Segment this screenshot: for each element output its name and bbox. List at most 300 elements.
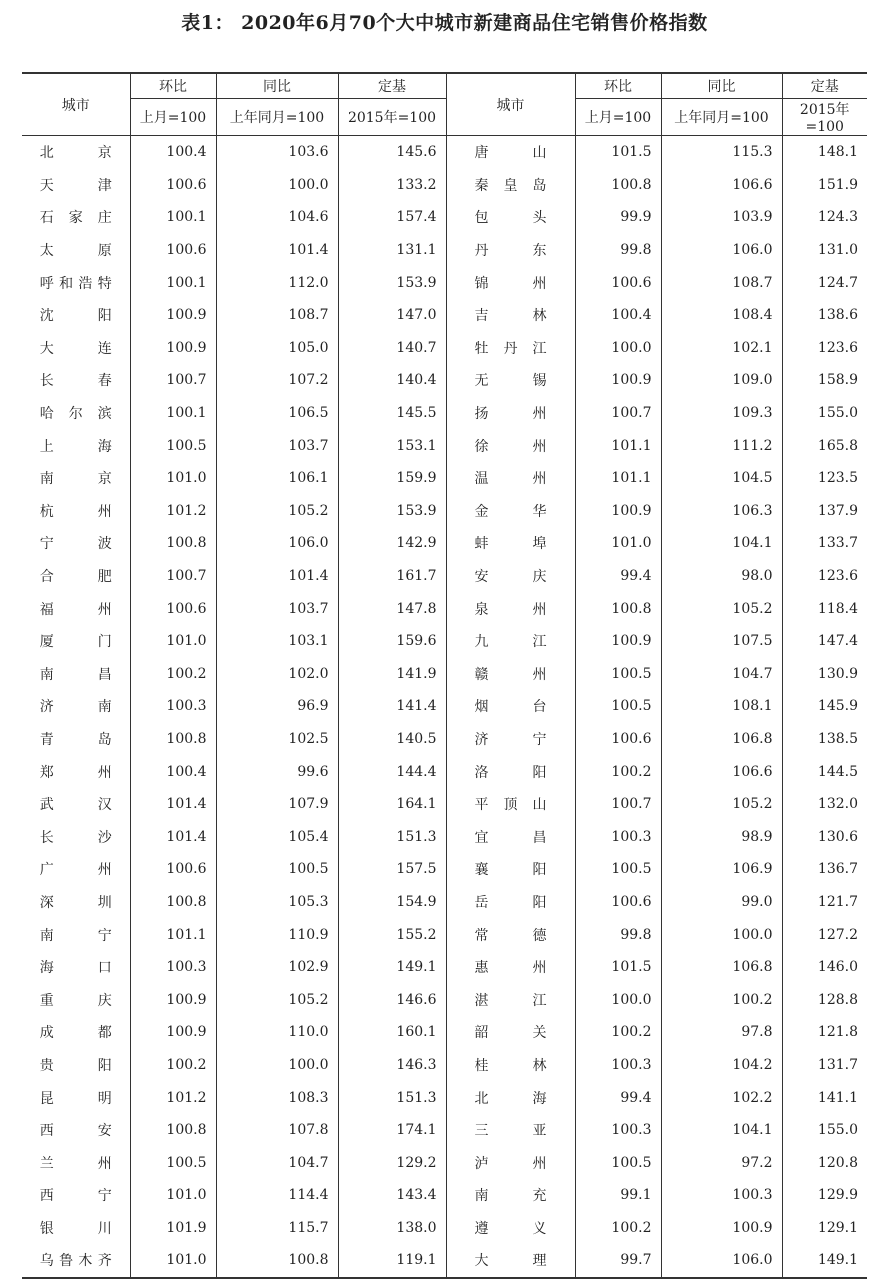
value-dj-right: 148.1 — [782, 136, 867, 169]
table-row — [22, 1016, 867, 1049]
city-name-left — [22, 266, 130, 299]
value-hb-right: 100.9 — [575, 625, 661, 658]
value-hb-left: 100.5 — [130, 1146, 216, 1179]
city-label: 南 京 — [39, 471, 112, 488]
value-hb-right: 101.1 — [575, 429, 661, 462]
table-row — [22, 136, 867, 169]
value-dj-left: 157.4 — [338, 201, 446, 234]
value-hb-right: 100.5 — [575, 658, 661, 691]
header-hb-right: 环比 — [575, 73, 661, 99]
city-name-left — [22, 234, 130, 267]
value-tb-right: 100.3 — [661, 1179, 782, 1212]
city-name-right — [446, 788, 575, 821]
subheader-dj-left: 2015年=100 — [338, 99, 446, 136]
city-name-left — [22, 332, 130, 365]
value-tb-left: 106.1 — [216, 462, 338, 495]
value-tb-right: 97.8 — [661, 1016, 782, 1049]
value-hb-right: 99.1 — [575, 1179, 661, 1212]
value-dj-right: 145.9 — [782, 690, 867, 723]
value-dj-left: 151.3 — [338, 1081, 446, 1114]
city-name-right — [446, 1212, 575, 1245]
value-tb-left: 108.3 — [216, 1081, 338, 1114]
city-label: 包 头 — [474, 210, 547, 227]
city-label: 金 华 — [474, 503, 547, 520]
city-label: 赣 州 — [474, 666, 547, 683]
header-city-right: 城市 — [446, 73, 575, 136]
city-label: 大 理 — [474, 1253, 547, 1270]
value-dj-right: 130.9 — [782, 658, 867, 691]
city-name-right — [446, 755, 575, 788]
value-tb-right: 106.8 — [661, 951, 782, 984]
value-tb-left: 108.7 — [216, 299, 338, 332]
value-hb-left: 100.8 — [130, 1114, 216, 1147]
city-label: 惠 州 — [474, 960, 547, 977]
table-row — [22, 723, 867, 756]
city-name-right — [446, 886, 575, 919]
city-label: 常 德 — [474, 927, 547, 944]
city-label: 昆 明 — [39, 1090, 112, 1107]
table-row — [22, 658, 867, 691]
value-hb-right: 101.5 — [575, 136, 661, 169]
city-name-left — [22, 1146, 130, 1179]
city-name-right — [446, 723, 575, 756]
city-name-right — [446, 918, 575, 951]
value-dj-left: 155.2 — [338, 918, 446, 951]
city-name-right — [446, 299, 575, 332]
value-hb-right: 99.8 — [575, 234, 661, 267]
value-dj-left: 140.5 — [338, 723, 446, 756]
value-hb-right: 99.7 — [575, 1244, 661, 1278]
subheader-hb-right: 上月=100 — [575, 99, 661, 136]
value-dj-left: 138.0 — [338, 1212, 446, 1245]
table-row — [22, 266, 867, 299]
value-dj-left: 140.4 — [338, 364, 446, 397]
value-dj-left: 129.2 — [338, 1146, 446, 1179]
city-label: 湛 江 — [474, 992, 547, 1009]
value-dj-right: 128.8 — [782, 983, 867, 1016]
city-name-left — [22, 495, 130, 528]
city-label: 银 川 — [39, 1220, 112, 1237]
city-label: 锦 州 — [474, 275, 547, 292]
value-hb-left: 100.6 — [130, 853, 216, 886]
value-dj-left: 131.1 — [338, 234, 446, 267]
value-dj-left: 154.9 — [338, 886, 446, 919]
value-hb-right: 100.7 — [575, 397, 661, 430]
city-label: 遵 义 — [474, 1220, 547, 1237]
value-tb-right: 100.2 — [661, 983, 782, 1016]
header-hb-left: 环比 — [130, 73, 216, 99]
city-label: 长 沙 — [39, 829, 112, 846]
value-dj-right: 123.6 — [782, 332, 867, 365]
value-dj-right: 124.3 — [782, 201, 867, 234]
value-hb-right: 100.5 — [575, 690, 661, 723]
city-name-left — [22, 527, 130, 560]
city-label: 福 州 — [39, 601, 112, 618]
city-name-left — [22, 364, 130, 397]
city-name-right — [446, 690, 575, 723]
value-dj-right: 155.0 — [782, 397, 867, 430]
value-tb-left: 102.9 — [216, 951, 338, 984]
value-tb-left: 105.2 — [216, 983, 338, 1016]
city-label: 洛 阳 — [474, 764, 547, 781]
city-name-left — [22, 397, 130, 430]
value-hb-right: 99.4 — [575, 560, 661, 593]
value-hb-right: 100.2 — [575, 1016, 661, 1049]
city-label: 哈尔滨 — [39, 406, 112, 423]
table-row — [22, 690, 867, 723]
city-label: 贵 阳 — [39, 1057, 112, 1074]
value-tb-left: 105.0 — [216, 332, 338, 365]
city-label: 太 原 — [39, 243, 112, 260]
value-hb-right: 100.6 — [575, 266, 661, 299]
value-hb-right: 100.4 — [575, 299, 661, 332]
value-dj-right: 118.4 — [782, 592, 867, 625]
city-name-right — [446, 397, 575, 430]
value-tb-right: 98.9 — [661, 820, 782, 853]
table-row — [22, 625, 867, 658]
value-hb-left: 100.1 — [130, 201, 216, 234]
value-hb-right: 100.6 — [575, 886, 661, 919]
value-tb-left: 102.5 — [216, 723, 338, 756]
value-hb-left: 100.8 — [130, 527, 216, 560]
value-hb-left: 100.3 — [130, 951, 216, 984]
table-row — [22, 788, 867, 821]
value-dj-left: 141.4 — [338, 690, 446, 723]
value-hb-right: 100.9 — [575, 364, 661, 397]
header-tb-right: 同比 — [661, 73, 782, 99]
city-name-right — [446, 625, 575, 658]
city-name-left — [22, 1244, 130, 1278]
value-tb-right: 115.3 — [661, 136, 782, 169]
value-hb-right: 100.0 — [575, 983, 661, 1016]
city-label: 唐 山 — [474, 145, 547, 162]
value-dj-right: 127.2 — [782, 918, 867, 951]
city-label: 海 口 — [39, 960, 112, 977]
value-hb-left: 101.0 — [130, 625, 216, 658]
value-dj-left: 174.1 — [338, 1114, 446, 1147]
city-name-right — [446, 560, 575, 593]
city-name-left — [22, 983, 130, 1016]
city-label: 西 宁 — [39, 1188, 112, 1205]
value-dj-right: 131.7 — [782, 1049, 867, 1082]
city-name-left — [22, 1179, 130, 1212]
city-name-left — [22, 951, 130, 984]
value-tb-right: 106.0 — [661, 234, 782, 267]
value-hb-right: 99.4 — [575, 1081, 661, 1114]
value-tb-right: 99.0 — [661, 886, 782, 919]
value-dj-right: 129.1 — [782, 1212, 867, 1245]
city-label: 徐 州 — [474, 438, 547, 455]
value-tb-right: 97.2 — [661, 1146, 782, 1179]
city-label: 蚌 埠 — [474, 536, 547, 553]
table-row — [22, 462, 867, 495]
value-hb-left: 101.0 — [130, 1244, 216, 1278]
table-row — [22, 201, 867, 234]
table-row — [22, 755, 867, 788]
city-label: 襄 阳 — [474, 862, 547, 879]
value-tb-left: 101.4 — [216, 560, 338, 593]
city-label: 武 汉 — [39, 797, 112, 814]
value-tb-left: 100.5 — [216, 853, 338, 886]
value-dj-left: 159.9 — [338, 462, 446, 495]
value-tb-left: 114.4 — [216, 1179, 338, 1212]
value-dj-left: 161.7 — [338, 560, 446, 593]
city-name-right — [446, 234, 575, 267]
city-label: 郑 州 — [39, 764, 112, 781]
value-dj-left: 144.4 — [338, 755, 446, 788]
value-hb-left: 100.1 — [130, 266, 216, 299]
city-label: 吉 林 — [474, 308, 547, 325]
city-label: 济 南 — [39, 699, 112, 716]
value-hb-right: 100.9 — [575, 495, 661, 528]
value-dj-right: 158.9 — [782, 364, 867, 397]
value-tb-left: 105.3 — [216, 886, 338, 919]
value-hb-left: 100.8 — [130, 886, 216, 919]
value-hb-left: 100.4 — [130, 755, 216, 788]
city-name-right — [446, 658, 575, 691]
city-name-right — [446, 820, 575, 853]
value-tb-left: 106.0 — [216, 527, 338, 560]
value-tb-left: 107.9 — [216, 788, 338, 821]
city-name-right — [446, 201, 575, 234]
value-dj-left: 164.1 — [338, 788, 446, 821]
value-tb-left: 115.7 — [216, 1212, 338, 1245]
value-dj-left: 159.6 — [338, 625, 446, 658]
city-label: 南 充 — [474, 1188, 547, 1205]
city-label: 深 圳 — [39, 894, 112, 911]
city-label: 北 海 — [474, 1090, 547, 1107]
value-tb-right: 106.9 — [661, 853, 782, 886]
value-tb-right: 104.1 — [661, 1114, 782, 1147]
value-dj-right: 124.7 — [782, 266, 867, 299]
value-tb-right: 102.1 — [661, 332, 782, 365]
value-hb-left: 100.4 — [130, 136, 216, 169]
value-hb-left: 101.1 — [130, 918, 216, 951]
value-tb-left: 100.0 — [216, 1049, 338, 1082]
city-name-right — [446, 332, 575, 365]
value-hb-left: 101.0 — [130, 1179, 216, 1212]
value-dj-left: 160.1 — [338, 1016, 446, 1049]
city-label: 西 安 — [39, 1123, 112, 1140]
city-name-left — [22, 1212, 130, 1245]
value-dj-left: 145.5 — [338, 397, 446, 430]
value-dj-right: 137.9 — [782, 495, 867, 528]
header-dj-right: 定基 — [782, 73, 867, 99]
value-hb-right: 100.3 — [575, 820, 661, 853]
city-name-right — [446, 592, 575, 625]
city-name-right — [446, 1016, 575, 1049]
value-dj-left: 153.1 — [338, 429, 446, 462]
table-row — [22, 397, 867, 430]
city-label: 青 岛 — [39, 731, 112, 748]
city-label: 北 京 — [39, 145, 112, 162]
value-tb-right: 106.3 — [661, 495, 782, 528]
value-hb-right: 100.8 — [575, 169, 661, 202]
value-hb-right: 99.8 — [575, 918, 661, 951]
city-label: 成 都 — [39, 1025, 112, 1042]
value-dj-right: 149.1 — [782, 1244, 867, 1278]
value-hb-right: 100.3 — [575, 1049, 661, 1082]
city-name-right — [446, 266, 575, 299]
city-name-right — [446, 1179, 575, 1212]
city-name-left — [22, 723, 130, 756]
table-row — [22, 1049, 867, 1082]
value-tb-left: 103.7 — [216, 592, 338, 625]
value-tb-left: 102.0 — [216, 658, 338, 691]
city-label: 上 海 — [39, 438, 112, 455]
city-label: 厦 门 — [39, 634, 112, 651]
city-label: 无 锡 — [474, 373, 547, 390]
city-label: 天 津 — [39, 177, 112, 194]
value-tb-right: 102.2 — [661, 1081, 782, 1114]
city-label: 南 昌 — [39, 666, 112, 683]
value-hb-left: 100.2 — [130, 658, 216, 691]
city-label: 三 亚 — [474, 1123, 547, 1140]
city-name-left — [22, 886, 130, 919]
value-tb-left: 104.7 — [216, 1146, 338, 1179]
value-tb-left: 100.8 — [216, 1244, 338, 1278]
value-tb-right: 111.2 — [661, 429, 782, 462]
table-row — [22, 951, 867, 984]
value-hb-left: 100.9 — [130, 332, 216, 365]
city-label: 泉 州 — [474, 601, 547, 618]
city-name-right — [446, 1146, 575, 1179]
value-dj-right: 144.5 — [782, 755, 867, 788]
city-label: 合 肥 — [39, 569, 112, 586]
table-row — [22, 983, 867, 1016]
value-dj-left: 119.1 — [338, 1244, 446, 1278]
city-label: 杭 州 — [39, 503, 112, 520]
table-row — [22, 1212, 867, 1245]
value-dj-right: 147.4 — [782, 625, 867, 658]
city-name-left — [22, 1049, 130, 1082]
value-tb-right: 108.7 — [661, 266, 782, 299]
value-dj-left: 153.9 — [338, 266, 446, 299]
city-label: 济 宁 — [474, 731, 547, 748]
header-dj-left: 定基 — [338, 73, 446, 99]
price-index-table — [22, 72, 867, 1279]
value-tb-right: 100.0 — [661, 918, 782, 951]
city-name-right — [446, 364, 575, 397]
city-label: 宁 波 — [39, 536, 112, 553]
value-dj-left: 153.9 — [338, 495, 446, 528]
value-dj-left: 147.8 — [338, 592, 446, 625]
value-hb-left: 100.9 — [130, 1016, 216, 1049]
value-hb-left: 100.9 — [130, 983, 216, 1016]
table-row — [22, 527, 867, 560]
value-tb-left: 100.0 — [216, 169, 338, 202]
value-dj-right: 165.8 — [782, 429, 867, 462]
value-hb-right: 100.0 — [575, 332, 661, 365]
city-label: 秦皇岛 — [474, 177, 547, 194]
value-hb-right: 100.5 — [575, 853, 661, 886]
value-tb-right: 106.0 — [661, 1244, 782, 1278]
city-name-left — [22, 560, 130, 593]
table-row — [22, 299, 867, 332]
value-dj-right: 123.6 — [782, 560, 867, 593]
value-tb-left: 101.4 — [216, 234, 338, 267]
value-dj-left: 147.0 — [338, 299, 446, 332]
value-dj-left: 157.5 — [338, 853, 446, 886]
value-tb-right: 106.6 — [661, 169, 782, 202]
table-row — [22, 234, 867, 267]
subheader-tb-right: 上年同月=100 — [661, 99, 782, 136]
value-tb-left: 104.6 — [216, 201, 338, 234]
city-label: 丹 东 — [474, 243, 547, 260]
city-name-left — [22, 136, 130, 169]
table-row — [22, 364, 867, 397]
city-label: 扬 州 — [474, 406, 547, 423]
value-hb-right: 100.6 — [575, 723, 661, 756]
city-label: 宜 昌 — [474, 829, 547, 846]
value-tb-left: 103.1 — [216, 625, 338, 658]
table-row — [22, 1081, 867, 1114]
value-hb-left: 100.6 — [130, 592, 216, 625]
city-name-left — [22, 1081, 130, 1114]
value-dj-right: 129.9 — [782, 1179, 867, 1212]
value-dj-right: 138.5 — [782, 723, 867, 756]
city-label: 广 州 — [39, 862, 112, 879]
value-tb-right: 109.0 — [661, 364, 782, 397]
value-dj-right: 132.0 — [782, 788, 867, 821]
value-dj-right: 133.7 — [782, 527, 867, 560]
city-label: 大 连 — [39, 340, 112, 357]
value-hb-left: 101.0 — [130, 462, 216, 495]
city-name-left — [22, 1114, 130, 1147]
value-tb-left: 110.9 — [216, 918, 338, 951]
city-name-left — [22, 201, 130, 234]
value-hb-right: 100.8 — [575, 592, 661, 625]
value-tb-left: 112.0 — [216, 266, 338, 299]
table-row — [22, 1146, 867, 1179]
table-title: 表1： 2020年6月70个大中城市新建商品住宅销售价格指数 — [181, 12, 708, 34]
value-hb-right: 100.3 — [575, 1114, 661, 1147]
value-dj-left: 151.3 — [338, 820, 446, 853]
table-row — [22, 169, 867, 202]
value-tb-right: 105.2 — [661, 592, 782, 625]
city-name-right — [446, 136, 575, 169]
value-hb-right: 100.2 — [575, 755, 661, 788]
value-hb-right: 100.5 — [575, 1146, 661, 1179]
value-hb-left: 100.1 — [130, 397, 216, 430]
value-hb-left: 100.8 — [130, 723, 216, 756]
value-dj-right: 136.7 — [782, 853, 867, 886]
city-label: 兰 州 — [39, 1155, 112, 1172]
value-hb-left: 100.9 — [130, 299, 216, 332]
value-tb-left: 106.5 — [216, 397, 338, 430]
city-name-left — [22, 169, 130, 202]
value-tb-right: 106.6 — [661, 755, 782, 788]
city-name-left — [22, 1016, 130, 1049]
value-hb-right: 101.5 — [575, 951, 661, 984]
value-dj-right: 121.8 — [782, 1016, 867, 1049]
table-row — [22, 853, 867, 886]
subheader-dj-right: 2015年=100 — [782, 99, 867, 136]
value-dj-right: 121.7 — [782, 886, 867, 919]
value-dj-left: 146.3 — [338, 1049, 446, 1082]
value-hb-right: 99.9 — [575, 201, 661, 234]
header-city-left: 城市 — [22, 73, 130, 136]
city-name-right — [446, 169, 575, 202]
city-name-left — [22, 853, 130, 886]
subheader-hb-left: 上月=100 — [130, 99, 216, 136]
value-hb-left: 100.7 — [130, 364, 216, 397]
value-hb-left: 100.3 — [130, 690, 216, 723]
city-name-right — [446, 429, 575, 462]
city-name-right — [446, 1081, 575, 1114]
city-name-right — [446, 983, 575, 1016]
value-dj-left: 142.9 — [338, 527, 446, 560]
